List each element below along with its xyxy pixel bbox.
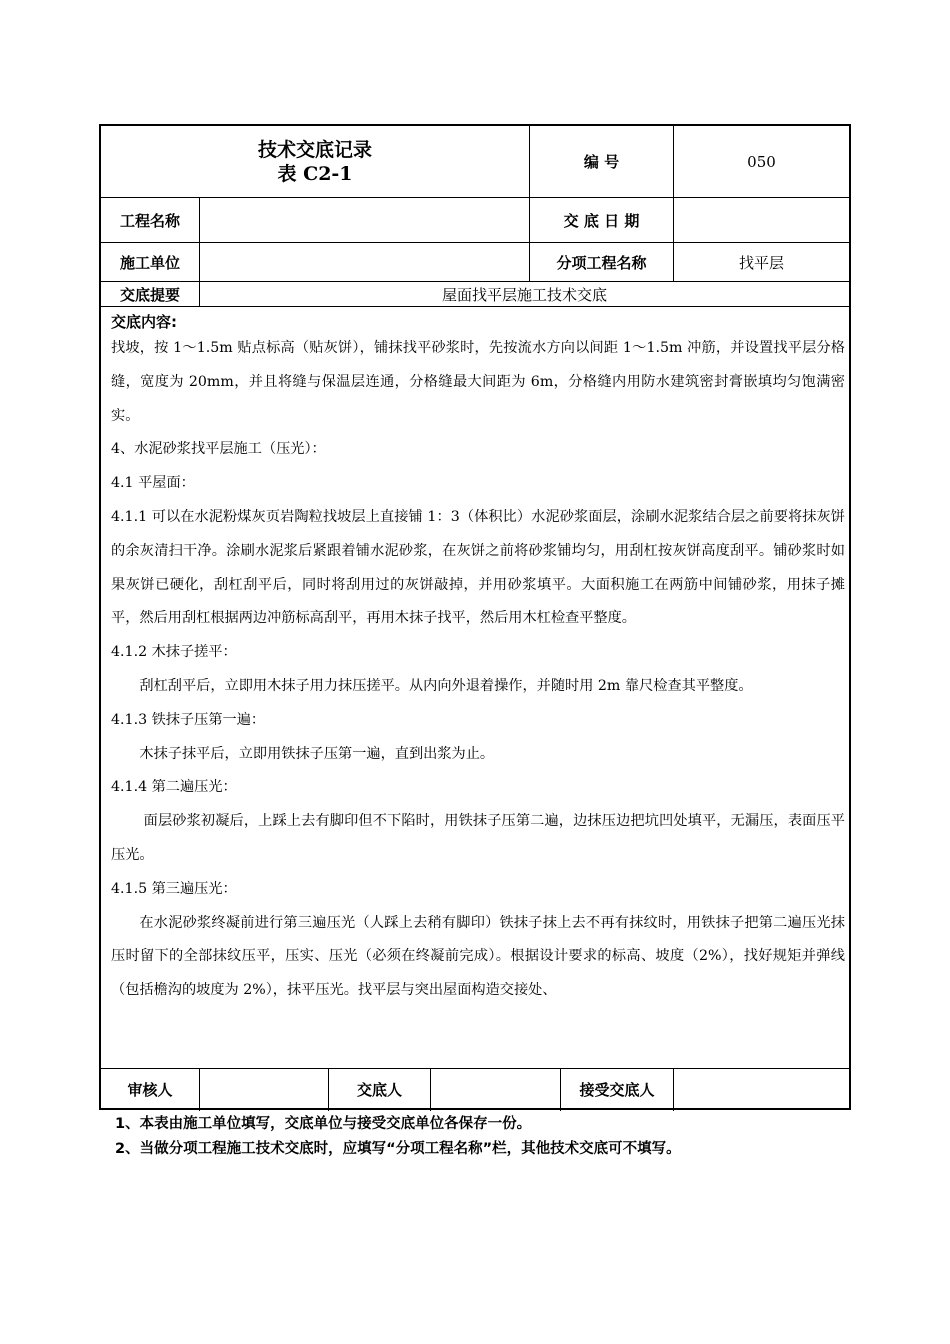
number-value[interactable]: 050 <box>747 152 776 171</box>
note-line: 2、当做分项工程施工技术交底时，应填写“分项工程名称”栏，其他技术交底可不填写。 <box>115 1141 681 1157</box>
row-divider <box>101 306 849 307</box>
receiver-label: 接受交底人 <box>579 1081 655 1099</box>
content-paragraph: 4.1.1 可以在水泥粉煤灰页岩陶粒找坡层上直接铺 1：3（体积比）水泥砂浆面层，涂刷水泥浆结合层之前要将抹灰饼的余灰清扫干净。涂刷水泥浆后紧跟着铺水泥砂浆，在灰饼之前将砂浆铺均匀，用刮杠按灰饼高度刮平。铺砂浆时如果灰饼已硬化，刮杠刮平后，同时将刮用过的灰饼敲掉，并用砂浆填平。大面积施工在两筋中间铺砂浆，用抹子摊平，然后用刮杠根据两边冲筋标高刮平，再用木抹子找平，然后用木杠检查平整度。 <box>111 508 845 627</box>
content-heading: 交底内容: <box>111 313 177 331</box>
discloser-label: 交底人 <box>356 1081 402 1099</box>
content-paragraph: 4.1.2 木抹子搓平： <box>111 644 237 661</box>
subproject-name-field[interactable]: 找平层 <box>738 253 784 272</box>
date-field[interactable] <box>674 198 849 242</box>
content-paragraph: 4.1 平屋面： <box>111 475 195 492</box>
summary-label: 交底提要 <box>119 285 180 304</box>
receiver-field[interactable] <box>674 1069 849 1110</box>
construction-unit-label: 施工单位 <box>119 253 180 272</box>
content-paragraph: 4.1.3 铁抹子压第一遍： <box>111 711 266 728</box>
summary-field[interactable]: 屋面找平层施工技术交底 <box>441 285 607 304</box>
content-paragraph: 在水泥砂浆终凝前进行第三遍压光（人踩上去稍有脚印）铁抹子抹上去不再有抹纹时，用铁抹子把第二遍压光抹压时留下的全部抹纹压平，压实、压光（必须在终凝前完成）。根据设计要求的标高、坡度（2%），找好规矩并弹线（包括檐沟的坡度为 2%），抹平压光。找平层与突出屋面构造交接处、 <box>111 914 845 999</box>
form-title <box>101 126 529 197</box>
discloser-field[interactable] <box>431 1069 560 1110</box>
form-notes <box>115 1112 855 1162</box>
project-name-label: 工程名称 <box>119 211 180 230</box>
form-title-line2: 表 C2-1 <box>277 162 353 185</box>
content-paragraph: 刮杠刮平后，立即用木抹子用力抹压搓平。从内向外退着操作，并随时用 2m 靠尺检查其平整度。 <box>139 677 753 694</box>
form-title-line1: 技术交底记录 <box>257 138 372 161</box>
content-paragraph: 4.1.5 第三遍压光： <box>111 880 237 897</box>
content-paragraph: 找坡，按 1～1.5m 贴点标高（贴灰饼），铺抹找平砂浆时，先按流水方向以间距 1～1.5m 冲筋，并设置找平层分格缝，宽度为 20mm，并且将缝与保温层连通，分格缝最大间距为 6m，分格缝内用防水建筑密封膏嵌填均匀饱满密实。 <box>111 340 845 424</box>
content-paragraph: 面层砂浆初凝后，上踩上去有脚印但不下陷时，用铁抹子压第二遍，边抹压边把坑凹处填平，无漏压，表面压平压光。 <box>111 813 845 863</box>
date-label: 交 底 日 期 <box>563 211 640 230</box>
construction-unit-field[interactable] <box>200 243 529 281</box>
technical-disclosure-form <box>99 124 851 1110</box>
project-name-field[interactable] <box>200 198 529 242</box>
content-paragraph: 4.1.4 第二遍压光： <box>111 779 237 796</box>
subproject-name-label: 分项工程名称 <box>556 253 647 272</box>
reviewer-field[interactable] <box>200 1069 328 1110</box>
note-line: 1、本表由施工单位填写，交底单位与接受交底单位各保存一份。 <box>115 1116 532 1132</box>
reviewer-label: 审核人 <box>127 1081 173 1099</box>
content-paragraph: 木抹子抹平后，立即用铁抹子压第一遍，直到出浆为止。 <box>139 745 495 762</box>
content-paragraph: 4、水泥砂浆找平层施工（压光）： <box>111 441 326 458</box>
disclosure-content <box>111 312 845 1052</box>
number-label: 编 号 <box>583 153 620 171</box>
